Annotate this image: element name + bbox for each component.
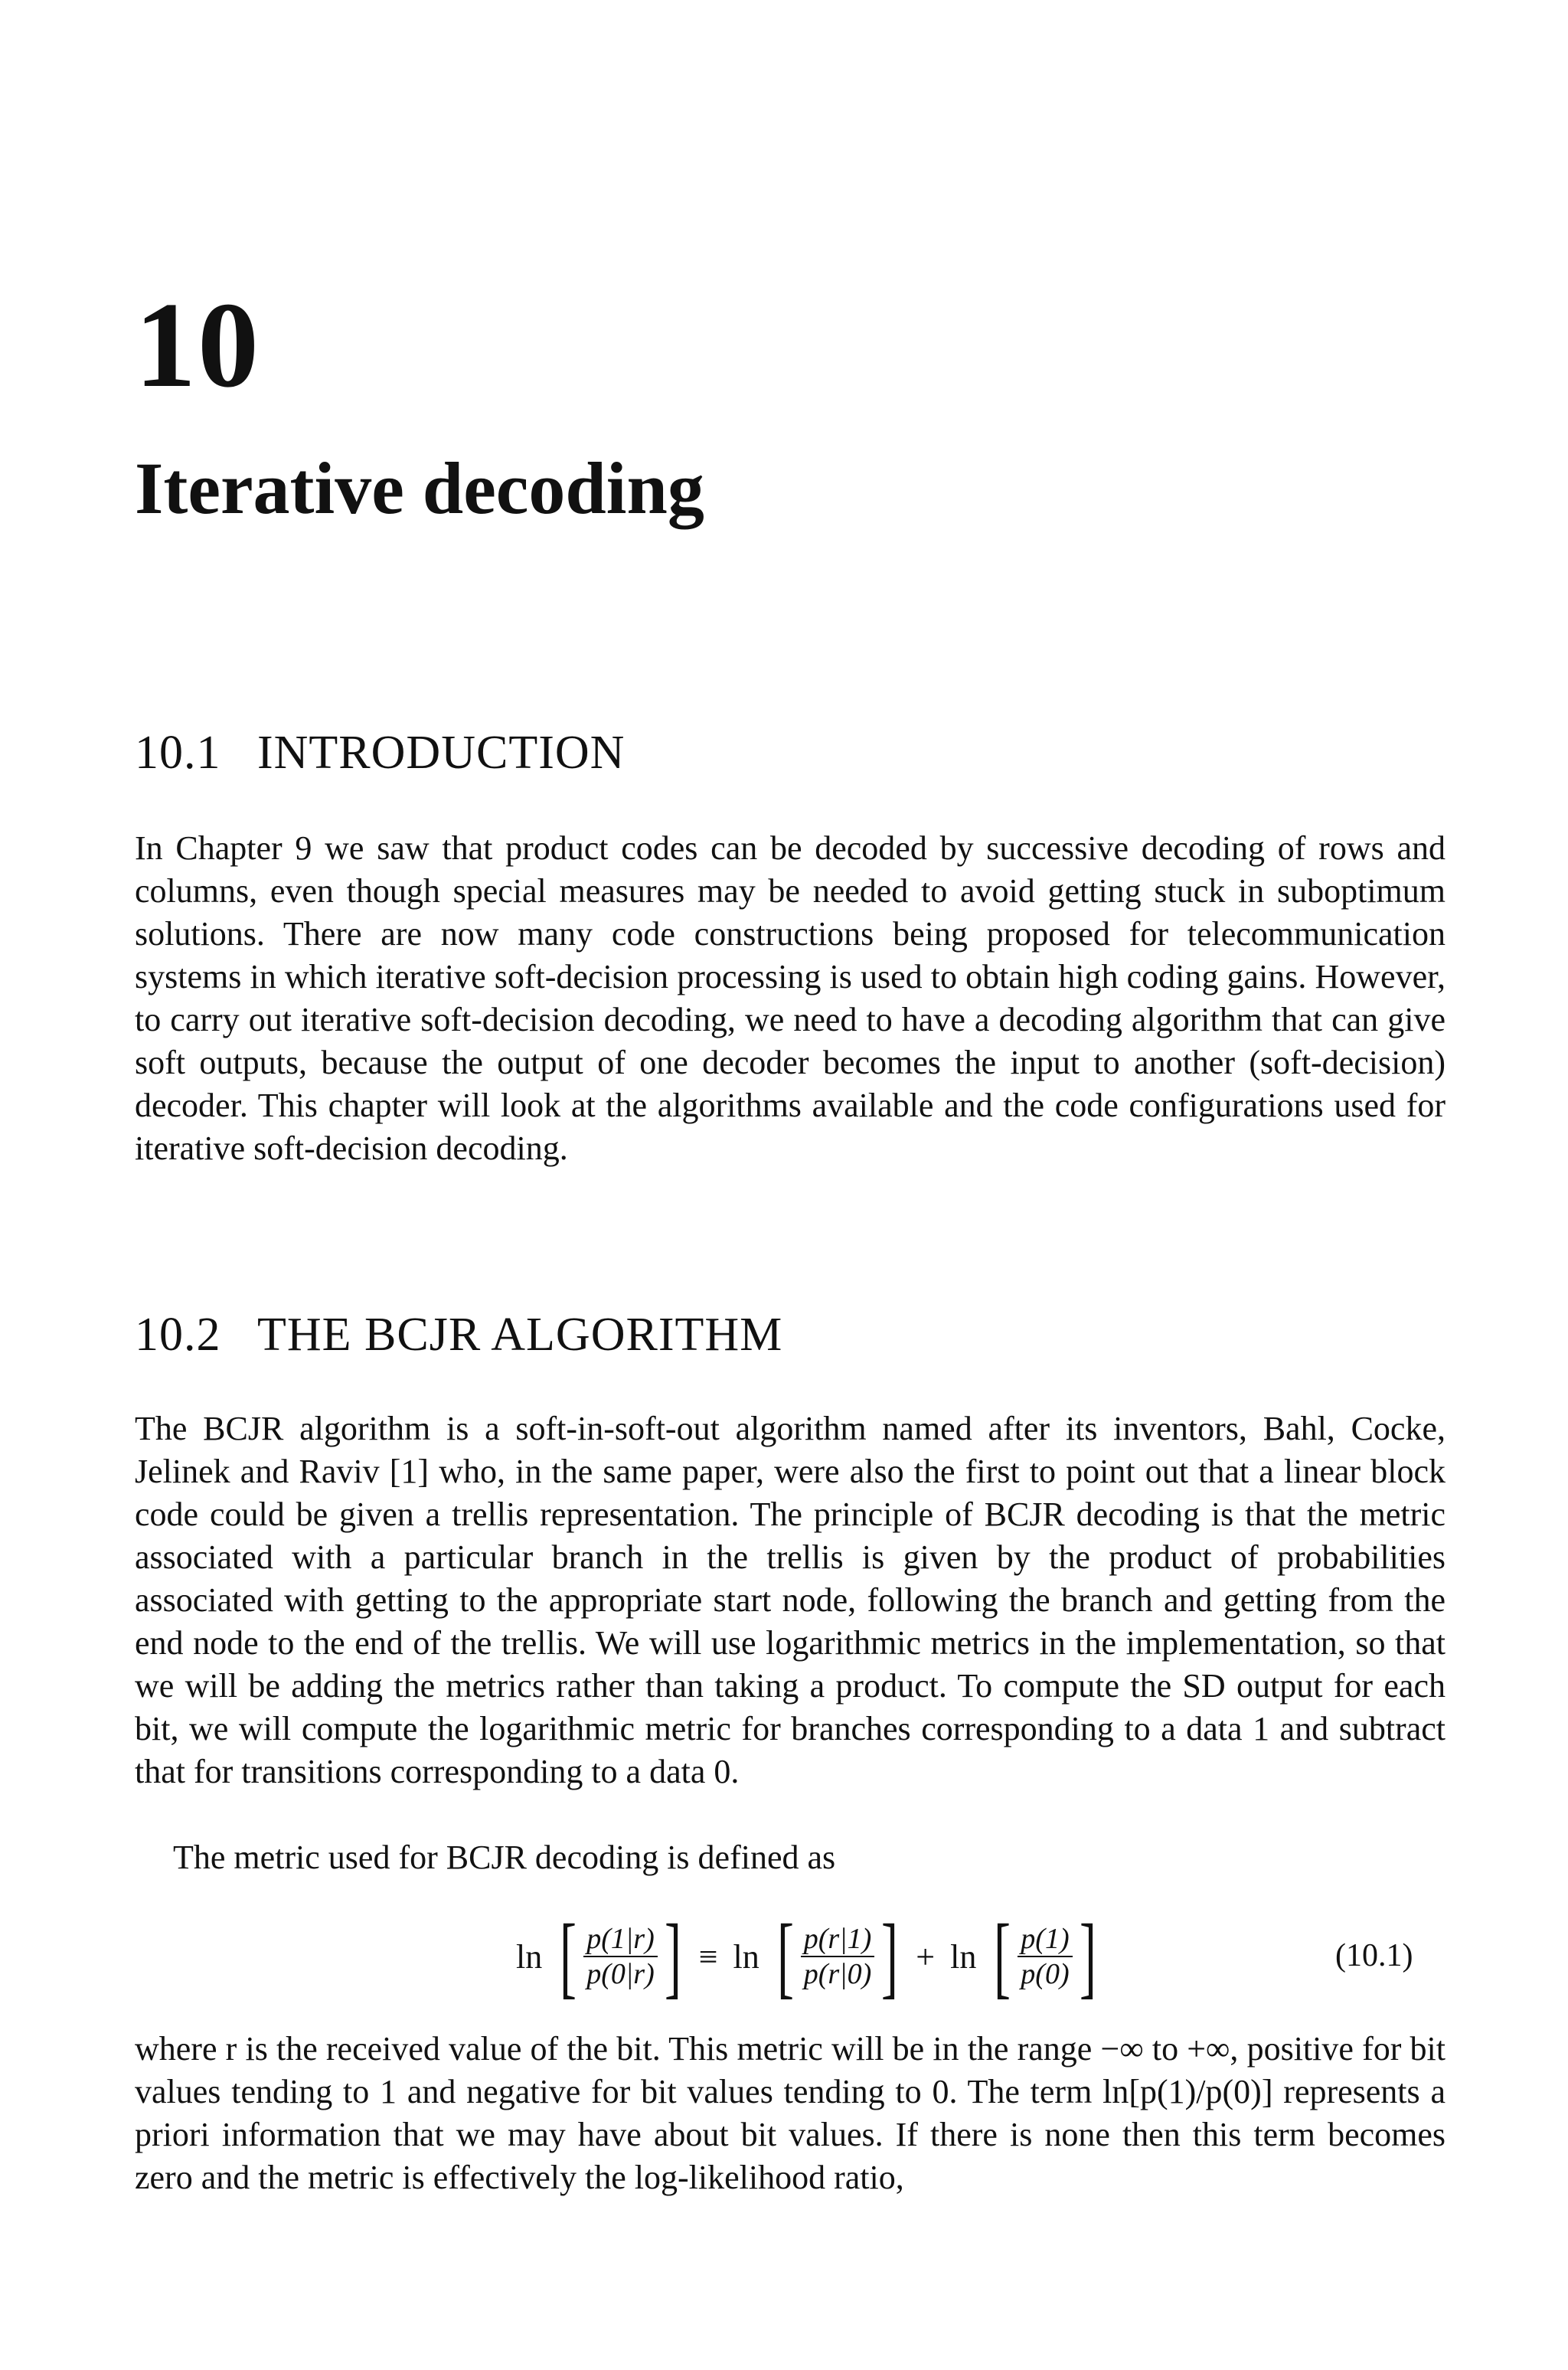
fraction [583, 1922, 658, 1991]
chapter-number: 10 [135, 276, 260, 413]
equation-number: (10.1) [1335, 1938, 1413, 1973]
plus-operator: + [916, 1937, 936, 1976]
ln-operator: ln [950, 1937, 977, 1976]
chapter-title: Iterative decoding [135, 447, 704, 529]
equation-10-1 [0, 1905, 1568, 2007]
numerator: p(1) [1018, 1922, 1072, 1957]
right-bracket: ] [881, 1905, 899, 2007]
left-bracket: [ [560, 1905, 577, 2007]
right-bracket: ] [1079, 1905, 1096, 2007]
equiv-operator: ≡ [698, 1937, 718, 1976]
ln-operator: ln [733, 1937, 760, 1976]
denominator: p(0) [1021, 1958, 1070, 1990]
bracketed-fraction [553, 1905, 688, 2007]
bcjr-paragraph-1: The BCJR algorithm is a soft-in-soft-out algorithm named after its inventors, Bahl, Cocke, Jelinek and Raviv [1] who, in the same paper, were also the first to point out that a linear block code could be given a trellis representation. The principle of BCJR decoding is that the metric associated with a particular branch in the trellis is given by the product of probabilities associated with getting to the appropriate start node, following the branch and getting from the end node to the end of the trellis. We will use logarithmic metrics in the implementation, so that we will be adding the metrics rather than taking a product. To compute the SD output for each bit, we will compute the logarithmic metric for branches corresponding to a data 1 and subtract that for transitions corresponding to a data 0. [135, 1410, 1446, 1790]
bcjr-paragraph-2: The metric used for BCJR decoding is defined as [173, 1839, 836, 1876]
bracketed-fraction [770, 1905, 905, 2007]
bracketed-fraction [987, 1905, 1102, 2007]
fraction [1018, 1922, 1072, 1991]
intro-paragraph: In Chapter 9 we saw that product codes can be decoded by successive decoding of rows and columns, even though special measures may be needed to avoid getting stuck in suboptimum solutions. There are now many code constructions being proposed for telecommunication systems in which iterative soft-decision processing is used to obtain high coding gains. However, to carry out iterative soft-decision decoding, we need to have a decoding algorithm that can give soft outputs, because the output of one decoder becomes the input to another (soft-decision) decoder. This chapter will look at the algorithms available and the code configurations used for iterative soft-decision decoding. [135, 829, 1446, 1167]
fraction [801, 1922, 875, 1991]
denominator: p(0|r) [586, 1958, 655, 1990]
ln-operator: ln [516, 1937, 543, 1976]
section-number: 10.2 [135, 1309, 221, 1361]
bcjr-paragraph-3: where r is the received value of the bit. This metric will be in the range −∞ to +∞, positive for bit values tending to 1 and negative for bit values tending to 0. The term ln[p(1)/p(0)] represents a priori information that we may have about bit values. If there is none then this term becomes zero and the metric is effectively the log-likelihood ratio, [135, 2030, 1446, 2196]
section-heading-introduction [135, 727, 626, 779]
left-bracket: [ [776, 1905, 794, 2007]
section-title: INTRODUCTION [257, 727, 626, 779]
section-heading-bcjr [135, 1309, 783, 1361]
denominator: p(r|0) [803, 1958, 872, 1990]
section-number: 10.1 [135, 727, 221, 779]
left-bracket: [ [994, 1905, 1011, 2007]
right-bracket: ] [664, 1905, 681, 2007]
numerator: p(1|r) [583, 1922, 658, 1957]
section-title: THE BCJR ALGORITHM [257, 1309, 783, 1361]
equation-body [511, 1905, 1103, 2007]
numerator: p(r|1) [801, 1922, 875, 1957]
